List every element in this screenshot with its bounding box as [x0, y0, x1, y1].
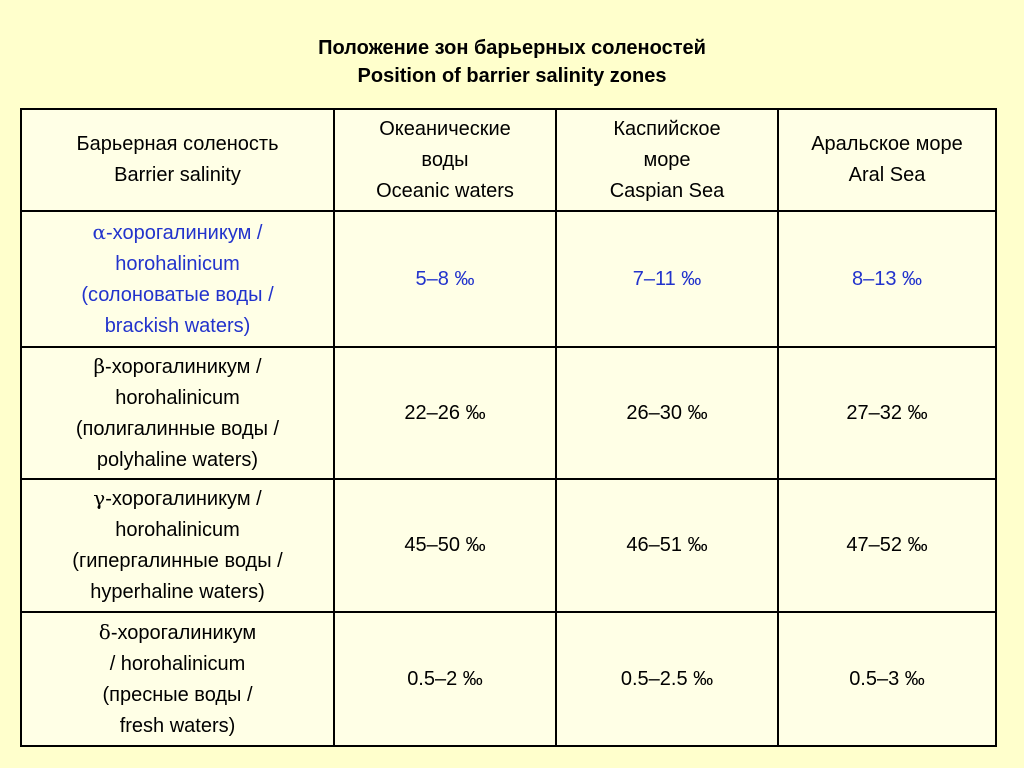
title-english: Position of barrier salinity zones [357, 65, 667, 87]
header-text: Барьерная соленость [76, 133, 279, 155]
zone-label-text: horohalinicum [115, 519, 240, 541]
header-aral-sea [778, 109, 996, 211]
zone-label-text: brackish waters) [104, 314, 251, 337]
salinity-table [20, 108, 997, 747]
zone-label-text: -хорогалиникум [110, 621, 257, 644]
header-text: Oceanic waters [376, 179, 514, 202]
title-russian: Положение зон барьерных соленостей [318, 37, 706, 59]
page-title [0, 34, 1024, 90]
value-caspian: 46–51 ‰ [556, 479, 778, 612]
header-text: Каспийское [613, 117, 721, 140]
value-aral: 0.5–3 ‰ [778, 612, 996, 746]
header-text: воды [421, 148, 469, 171]
zone-label-beta [21, 347, 334, 479]
zone-label-text: -хорогалиникум / [105, 355, 262, 378]
delta-symbol: δ [98, 619, 111, 644]
header-text: Океанические [379, 117, 511, 140]
table-row [21, 479, 996, 612]
zone-label-text: (пресные воды / [102, 683, 253, 706]
header-text: Caspian Sea [609, 179, 725, 202]
value-oceanic: 0.5–2 ‰ [334, 612, 556, 746]
table-row [21, 347, 996, 479]
zone-label-text: horohalinicum [115, 386, 240, 409]
zone-label-gamma [21, 479, 334, 612]
value-caspian: 0.5–2.5 ‰ [556, 612, 778, 746]
header-text: Aral Sea [848, 164, 926, 186]
beta-symbol: β [93, 353, 106, 378]
value-aral: 8–13 ‰ [778, 211, 996, 347]
value-aral: 27–32 ‰ [778, 347, 996, 479]
value-aral: 47–52 ‰ [778, 479, 996, 612]
zone-label-text: -хорогалиникум / [105, 488, 262, 510]
value-caspian: 7–11 ‰ [556, 211, 778, 347]
header-barrier-salinity [21, 109, 334, 211]
value-oceanic: 5–8 ‰ [334, 211, 556, 347]
table-row [21, 211, 996, 347]
zone-label-text: horohalinicum [115, 252, 240, 275]
zone-label-text: (полигалинные воды / [75, 417, 280, 440]
header-text: Аральское море [811, 133, 963, 155]
header-oceanic-waters [334, 109, 556, 211]
zone-label-text: (солоноватые воды / [81, 283, 274, 306]
gamma-symbol: γ [93, 486, 106, 510]
zone-label-alpha [21, 211, 334, 347]
value-oceanic: 22–26 ‰ [334, 347, 556, 479]
zone-label-text: -хорогалиникум / [106, 221, 263, 244]
header-caspian-sea [556, 109, 778, 211]
zone-label-text: (гипергалинные воды / [72, 550, 283, 572]
table-header-row [21, 109, 996, 211]
value-oceanic: 45–50 ‰ [334, 479, 556, 612]
zone-label-text: fresh waters) [119, 714, 236, 737]
table-row [21, 612, 996, 746]
value-caspian: 26–30 ‰ [556, 347, 778, 479]
zone-label-text: / horohalinicum [109, 652, 246, 675]
header-text: море [643, 148, 691, 171]
zone-label-delta [21, 612, 334, 746]
zone-label-text: polyhaline waters) [96, 448, 259, 471]
alpha-symbol: α [92, 219, 107, 244]
header-text: Barrier salinity [114, 164, 241, 186]
zone-label-text: hyperhaline waters) [90, 581, 265, 603]
